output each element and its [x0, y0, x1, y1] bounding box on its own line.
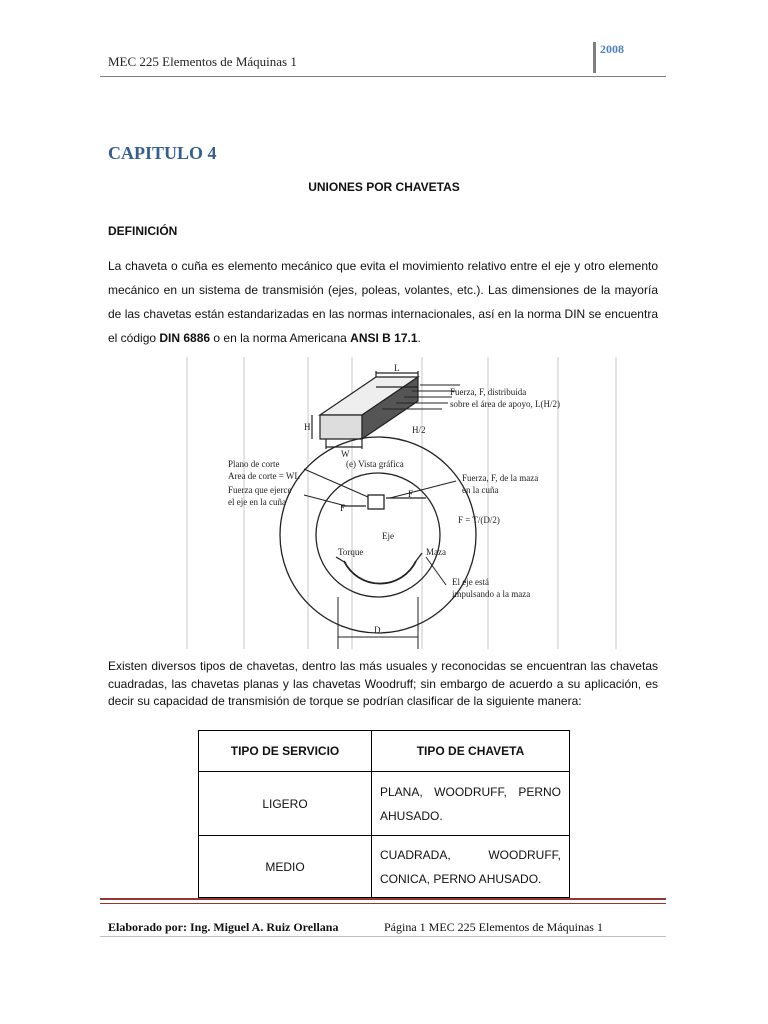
shaft-force-line1: Fuerza que ejerce [228, 485, 292, 495]
table-header-key: TIPO DE CHAVETA [372, 731, 570, 772]
label-F-left: F [340, 503, 346, 513]
label-eje: Eje [382, 531, 394, 541]
footer-rule-thin [100, 903, 666, 904]
key-force-diagram [186, 357, 618, 649]
table-row [199, 836, 570, 898]
force-distributed-line2: sobre el área de apoyo, L(H/2) [450, 399, 560, 409]
key-types-paragraph: Existen diversos tipos de chavetas, dentro las más usuales y reconocidas se encuentran las chavetas cuadradas, las chavetas planas y las chavetas Woodruff; sin embargo de acuerdo a su aplicación, es decir su capacidad de transmisión de torque se podrían clasificar de la siguiente manera: [108, 659, 658, 708]
table-cell-key: PLANA, WOODRUFF, PERNO AHUSADO. [372, 772, 570, 836]
definition-text-2: o en la norma Americana [210, 331, 351, 345]
hub-force-line2: en la cuña [462, 485, 499, 495]
din-code: DIN 6886 [159, 331, 211, 345]
table-header-row [199, 731, 570, 772]
chapter-subtitle: UNIONES POR CHAVETAS [308, 180, 460, 194]
shaft-force-line2: el eje en la cuña [228, 497, 286, 507]
definition-text-3: . [417, 331, 421, 345]
table-cell-service: LIGERO [199, 772, 372, 836]
force-distributed-line1: Fuerza, F, distribuida [450, 387, 527, 397]
label-L: L [394, 363, 400, 373]
figure-caption: (e) Vista gráfica [346, 459, 404, 469]
ansi-code: ANSI B 17.1 [350, 331, 418, 345]
table-cell-service: MEDIO [199, 836, 372, 898]
label-D: D [374, 625, 381, 635]
footer-page: Página 1 MEC 225 Elementos de Máquinas 1 [384, 920, 603, 934]
label-maza: Maza [426, 547, 446, 557]
plane-label-line2: Area de corte = WL [228, 471, 300, 481]
footer-underline [100, 936, 666, 937]
label-W: W [341, 449, 350, 459]
hub-force-line1: Fuerza, F, de la maza [462, 473, 539, 483]
header-year: 2008 [600, 42, 624, 56]
header-course-title: MEC 225 Elementos de Máquinas 1 [108, 54, 297, 69]
label-torque: Torque [338, 547, 364, 557]
table-row [199, 772, 570, 836]
chapter-title: CAPITULO 4 [108, 143, 217, 163]
header-rule [100, 76, 666, 77]
key-service-table [198, 730, 570, 898]
table-header-service: TIPO DE SERVICIO [199, 731, 372, 772]
table-cell-key: CUADRADA, WOODRUFF, CONICA, PERNO AHUSADO. [372, 836, 570, 898]
header-bar [593, 42, 596, 73]
plane-label-line1: Plano de corte [228, 459, 280, 469]
section-heading: DEFINICIÓN [108, 224, 178, 238]
drive-label-line2: impulsando a la maza [452, 589, 531, 599]
footer-rule-thick [100, 898, 666, 900]
label-H: H [304, 422, 311, 432]
footer-author: Elaborado por: Ing. Miguel A. Ruiz Orellana [108, 920, 339, 934]
drive-label-line1: El eje está [452, 577, 489, 587]
label-F-right: F [408, 489, 414, 499]
definition-paragraph [108, 254, 658, 350]
label-H2: H/2 [412, 425, 426, 435]
definition-text-1: La chaveta o cuña es elemento mecánico que evita el movimiento relativo entre el eje y otro elemento mecánico en un sistema de transmisión (ejes, poleas, volantes, etc.). Las dimensiones de la mayoría de las chavetas están estandarizadas en las normas internacionales, así en la norma DIN se encuentra el código [108, 259, 658, 345]
formula: F = T/(D/2) [458, 515, 500, 525]
